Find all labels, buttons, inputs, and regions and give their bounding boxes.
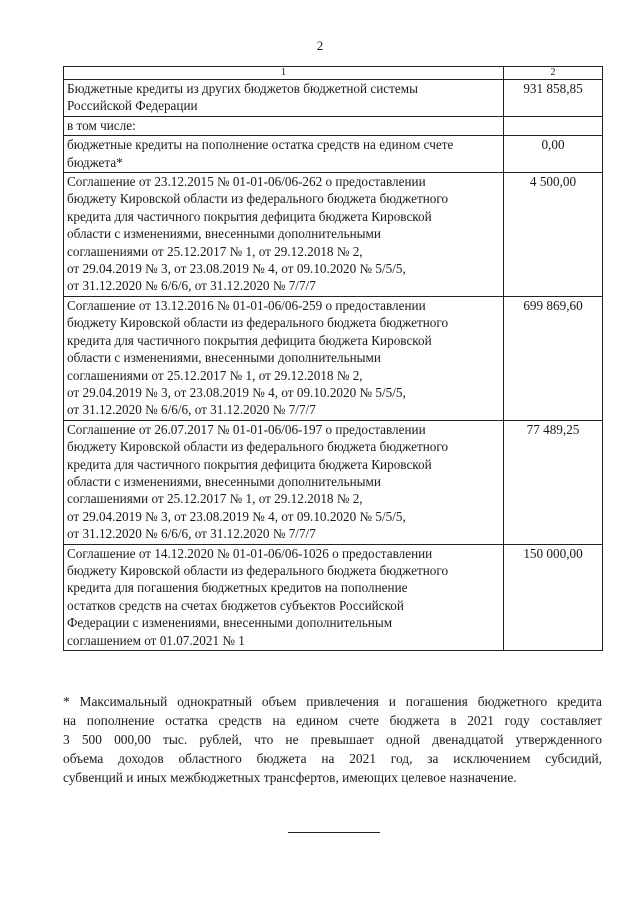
row-description: [64, 420, 504, 544]
description-line: соглашениями от 25.12.2017 № 1, от 29.12.2018 № 2,: [67, 367, 363, 383]
row-description: [64, 116, 504, 135]
table-row: [64, 420, 603, 544]
row-description: [64, 544, 504, 650]
description-line: Федерации с изменениями, внесенными дополнительным: [67, 615, 393, 631]
row-amount: 4 500,00: [504, 173, 603, 297]
description-line: бюджету Кировской области из федерального бюджета бюджетного: [67, 315, 449, 331]
table-row: [64, 173, 603, 297]
description-line: кредита для частичного покрытия дефицита бюджета Кировской: [67, 332, 432, 348]
description-line: от 31.12.2020 № 6/6/6, от 31.12.2020 № 7/7/7: [67, 526, 316, 542]
description-line: от 31.12.2020 № 6/6/6, от 31.12.2020 № 7/7/7: [67, 402, 316, 418]
description-line: области с изменениями, внесенными дополнительными: [67, 473, 381, 489]
description-line: кредита для частичного покрытия дефицита бюджета Кировской: [67, 208, 432, 224]
row-description: [64, 136, 504, 173]
table-row: [64, 136, 603, 173]
row-description: [64, 173, 504, 297]
description-line: области с изменениями, внесенными дополнительными: [67, 350, 381, 366]
row-description: [64, 80, 504, 117]
budget-credits-table: [63, 66, 603, 651]
description-line: соглашением от 01.07.2021 № 1: [67, 632, 245, 648]
footnote-line: * Максимальный однократный объем привлечения и погашения бюджетного кредита: [63, 694, 602, 709]
description-line: бюджету Кировской области из федерального бюджета бюджетного: [67, 191, 449, 207]
table-header-row: [64, 67, 603, 80]
description-line: Российской Федерации: [67, 98, 198, 114]
description-line: Соглашение от 23.12.2015 № 01-01-06/06-262 о предоставлении: [67, 174, 426, 190]
description-line: Соглашение от 14.12.2020 № 01-01-06/06-1026 о предоставлении: [67, 545, 433, 561]
column-header-2: 2: [504, 67, 603, 80]
footnote-line: на пополнение остатка средств на едином счете бюджета в 2021 году составляет: [63, 713, 602, 728]
description-line: от 29.04.2019 № 3, от 23.08.2019 № 4, от 09.10.2020 № 5/5/5,: [67, 384, 406, 400]
description-line: от 29.04.2019 № 3, от 23.08.2019 № 4, от 09.10.2020 № 5/5/5,: [67, 261, 406, 277]
description-line: от 31.12.2020 № 6/6/6, от 31.12.2020 № 7/7/7: [67, 278, 316, 294]
description-line: Соглашение от 26.07.2017 № 01-01-06/06-197 о предоставлении: [67, 421, 426, 437]
description-line: соглашениями от 25.12.2017 № 1, от 29.12.2018 № 2,: [67, 491, 363, 507]
description-line: бюджету Кировской области из федерального бюджета бюджетного: [67, 439, 449, 455]
row-description: [64, 296, 504, 420]
row-amount: 77 489,25: [504, 420, 603, 544]
description-line: Соглашение от 13.12.2016 № 01-01-06/06-259 о предоставлении: [67, 297, 426, 313]
description-line: области с изменениями, внесенными дополнительными: [67, 226, 381, 242]
table-row: [64, 544, 603, 650]
description-line: кредита для частичного покрытия дефицита бюджета Кировской: [67, 456, 432, 472]
table-row: [64, 296, 603, 420]
description-line: от 29.04.2019 № 3, от 23.08.2019 № 4, от 09.10.2020 № 5/5/5,: [67, 508, 406, 524]
description-line: бюджетные кредиты на пополнение остатка средств на едином счете: [67, 137, 454, 153]
column-header-1: 1: [64, 67, 504, 80]
table-row: [64, 116, 603, 135]
description-line: остатков средств на счетах бюджетов субъектов Российской: [67, 597, 404, 613]
row-amount: 699 869,60: [504, 296, 603, 420]
table-row: [64, 80, 603, 117]
description-line: в том числе:: [67, 117, 136, 133]
description-line: соглашениями от 25.12.2017 № 1, от 29.12.2018 № 2,: [67, 243, 363, 259]
page-number: 2: [316, 38, 324, 53]
footnote: [63, 692, 602, 787]
row-amount: 0,00: [504, 136, 603, 173]
footnote-line: 3 500 000,00 тыс. рублей, что не превышает одной двенадцатой утвержденного: [63, 732, 602, 747]
end-separator-line: [288, 832, 380, 833]
row-amount: 150 000,00: [504, 544, 603, 650]
description-line: бюджету Кировской области из федерального бюджета бюджетного: [67, 562, 449, 578]
footnote-line: объема доходов областного бюджета на 2021 год, за исключением субсидий,: [63, 751, 602, 766]
description-line: Бюджетные кредиты из других бюджетов бюджетной системы: [67, 81, 418, 96]
description-line: бюджета*: [67, 154, 123, 170]
row-amount: 931 858,85: [504, 80, 603, 117]
footnote-line: субвенций и иных межбюджетных трансфертов, имеющих целевое назначение.: [63, 770, 517, 785]
description-line: кредита для погашения бюджетных кредитов на пополнение: [67, 580, 408, 596]
row-amount: [504, 116, 603, 135]
